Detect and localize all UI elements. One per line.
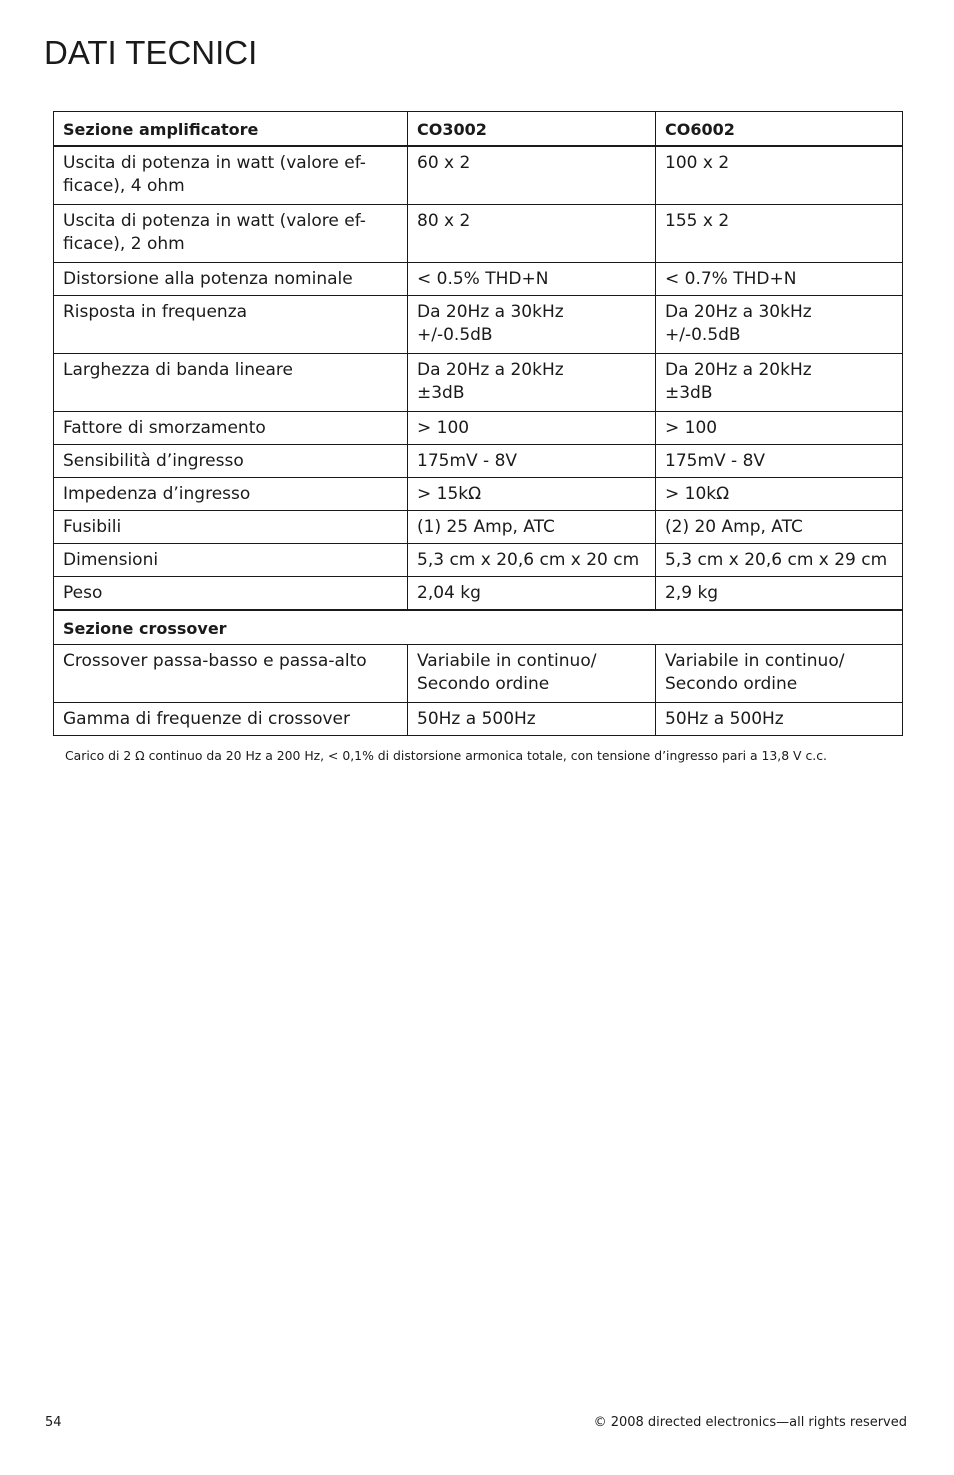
co6002-value-cell	[656, 544, 903, 577]
co3002-value-cell	[408, 478, 656, 511]
page-number: 54	[45, 1415, 62, 1430]
co3002-value-cell	[408, 645, 656, 703]
co6002-value-cell-line: 155 x 2	[665, 211, 730, 231]
table-row	[54, 263, 903, 296]
co3002-value-cell	[408, 544, 656, 577]
table-row	[54, 511, 903, 544]
spec-label-cell-line: Uscita di potenza in watt (valore ef-	[63, 153, 366, 173]
co3002-value-cell-line: (1) 25 Amp, ATC	[417, 517, 555, 537]
co6002-value-cell	[656, 263, 903, 296]
co3002-value-cell-line: 175mV - 8V	[417, 451, 518, 471]
co3002-value-cell	[408, 703, 656, 736]
co3002-value-cell	[408, 263, 656, 296]
table-row	[54, 703, 903, 736]
co3002-value-cell	[408, 445, 656, 478]
co3002-value-cell	[408, 577, 656, 611]
table-row	[54, 296, 903, 354]
spec-label-cell	[54, 263, 408, 296]
co6002-value-cell-line: < 0.7% THD+N	[665, 269, 797, 289]
header-co3002: CO3002	[408, 112, 656, 147]
co6002-value-cell-line: Da 20Hz a 20kHz	[665, 360, 812, 380]
spec-label-cell	[54, 478, 408, 511]
co6002-value-cell-line: (2) 20 Amp, ATC	[665, 517, 803, 537]
section-crossover-title: Sezione crossover	[54, 610, 903, 645]
spec-label-cell-line: Fattore di smorzamento	[63, 418, 266, 438]
co6002-value-cell	[656, 354, 903, 412]
co6002-value-cell	[656, 511, 903, 544]
spec-label-cell	[54, 412, 408, 445]
spec-label-cell-line: Sensibilità d’ingresso	[63, 451, 244, 471]
co3002-value-cell	[408, 412, 656, 445]
co3002-value-cell	[408, 354, 656, 412]
co6002-value-cell-line: 2,9 kg	[665, 583, 719, 603]
co3002-value-cell-line: Variabile in continuo/	[417, 651, 597, 671]
spec-label-cell-line: Impedenza d’ingresso	[63, 484, 251, 504]
table-row	[54, 205, 903, 263]
co3002-value-cell-line: 60 x 2	[417, 153, 471, 173]
co6002-value-cell	[656, 445, 903, 478]
co3002-value-cell	[408, 296, 656, 354]
spec-label-cell	[54, 296, 408, 354]
spec-label-cell	[54, 205, 408, 263]
co6002-value-cell	[656, 478, 903, 511]
spec-label-cell-line: Fusibili	[63, 517, 122, 537]
table-header-row	[54, 112, 903, 147]
spec-label-cell-line: Uscita di potenza in watt (valore ef-	[63, 211, 366, 231]
co3002-value-cell-line: 5,3 cm x 20,6 cm x 20 cm	[417, 550, 640, 570]
co6002-value-cell-line: ±3dB	[665, 383, 713, 403]
spec-label-cell-line: ficace), 4 ohm	[63, 176, 185, 196]
spec-label-cell-line: Dimensioni	[63, 550, 159, 570]
spec-label-cell-line: Peso	[63, 583, 103, 603]
spec-label-cell-line: ficace), 2 ohm	[63, 234, 185, 254]
co6002-value-cell-line: > 10kΩ	[665, 484, 730, 504]
co6002-value-cell-line: +/-0.5dB	[665, 325, 741, 345]
co6002-value-cell	[656, 146, 903, 205]
co6002-value-cell-line: 5,3 cm x 20,6 cm x 29 cm	[665, 550, 888, 570]
table-row	[54, 478, 903, 511]
co3002-value-cell-line: < 0.5% THD+N	[417, 269, 549, 289]
co3002-value-cell-line: Da 20Hz a 30kHz	[417, 302, 564, 322]
co6002-value-cell	[656, 577, 903, 611]
co3002-value-cell-line: > 15kΩ	[417, 484, 482, 504]
co3002-value-cell-line: 80 x 2	[417, 211, 471, 231]
co3002-value-cell	[408, 205, 656, 263]
co3002-value-cell-line: Secondo ordine	[417, 674, 550, 694]
table-row	[54, 445, 903, 478]
co3002-value-cell	[408, 511, 656, 544]
co3002-value-cell-line: +/-0.5dB	[417, 325, 493, 345]
spec-label-cell	[54, 544, 408, 577]
co3002-value-cell-line: > 100	[417, 418, 470, 438]
co6002-value-cell	[656, 205, 903, 263]
co3002-value-cell-line: 2,04 kg	[417, 583, 481, 603]
co6002-value-cell	[656, 703, 903, 736]
co6002-value-cell-line: 50Hz a 500Hz	[665, 709, 784, 729]
co6002-value-cell	[656, 645, 903, 703]
spec-label-cell-line: Crossover passa-basso e passa-alto	[63, 651, 367, 671]
spec-label-cell-line: Risposta in frequenza	[63, 302, 248, 322]
header-amplifier-section: Sezione amplificatore	[54, 112, 408, 147]
co6002-value-cell-line: Secondo ordine	[665, 674, 798, 694]
co6002-value-cell-line: 100 x 2	[665, 153, 730, 173]
table-row	[54, 577, 903, 611]
spec-label-cell	[54, 146, 408, 205]
co6002-value-cell-line: Da 20Hz a 30kHz	[665, 302, 812, 322]
spec-label-cell-line: Larghezza di banda lineare	[63, 360, 293, 380]
co3002-value-cell	[408, 146, 656, 205]
co6002-value-cell-line: 175mV - 8V	[665, 451, 766, 471]
spec-label-cell-line: Gamma di frequenze di crossover	[63, 709, 350, 729]
table-row	[54, 354, 903, 412]
specifications-table	[53, 111, 903, 736]
co6002-value-cell	[656, 412, 903, 445]
copyright-notice: © 2008 directed electronics—all rights reserved	[593, 1415, 907, 1430]
specifications-table-body	[54, 112, 903, 736]
header-co6002: CO6002	[656, 112, 903, 147]
co6002-value-cell-line: Variabile in continuo/	[665, 651, 845, 671]
spec-label-cell	[54, 511, 408, 544]
page-title: DATI TECNICI	[44, 34, 258, 71]
spec-label-cell	[54, 703, 408, 736]
table-row	[54, 544, 903, 577]
table-row	[54, 412, 903, 445]
co3002-value-cell-line: Da 20Hz a 20kHz	[417, 360, 564, 380]
table-row	[54, 645, 903, 703]
co6002-value-cell	[656, 296, 903, 354]
footnote: Carico di 2 Ω continuo da 20 Hz a 200 Hz, < 0,1% di distorsione armonica totale, con tensione d’ingresso pari a 13,8 V c.c.	[65, 748, 827, 763]
spec-label-cell-line: Distorsione alla potenza nominale	[63, 269, 353, 289]
spec-label-cell	[54, 354, 408, 412]
section-header-row	[54, 610, 903, 645]
table-row	[54, 146, 903, 205]
spec-label-cell	[54, 577, 408, 611]
spec-label-cell	[54, 645, 408, 703]
co3002-value-cell-line: 50Hz a 500Hz	[417, 709, 536, 729]
spec-label-cell	[54, 445, 408, 478]
co3002-value-cell-line: ±3dB	[417, 383, 465, 403]
co6002-value-cell-line: > 100	[665, 418, 718, 438]
